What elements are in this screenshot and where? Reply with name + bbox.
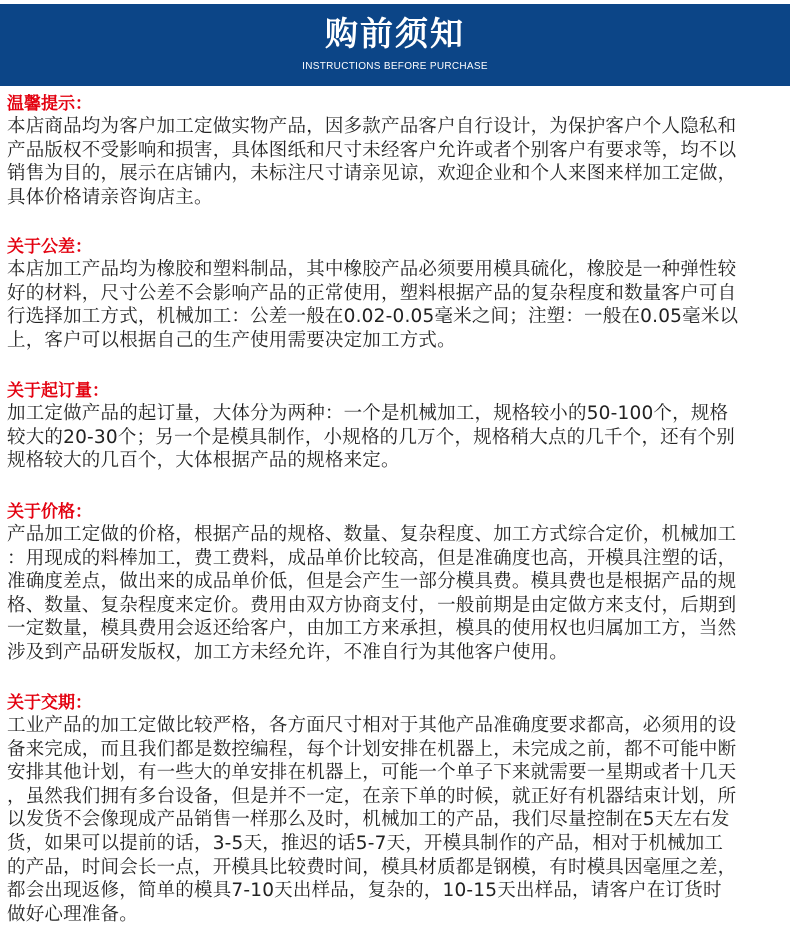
section-tips: [7, 93, 790, 209]
section-heading: 温馨提示：: [7, 94, 92, 114]
paragraph-line: 准确度差点，做出来的成品单价低，但是会产生一部分模具费。模具费也是根据产品的规: [7, 571, 737, 593]
paragraph-line: 较大的20-30个；另一个是模具制作，小规格的几万个，规格稍大点的几千个，还有个别: [7, 426, 735, 448]
paragraph-line: 备来完成，而且我们都是数控编程，每个计划安排在机器上，未完成之前，都不可能中断: [7, 738, 737, 760]
section-heading: 关于公差：: [7, 237, 92, 257]
header-banner: [0, 4, 790, 86]
section-minimum-order: [7, 380, 790, 473]
paragraph-line: 都会出现返修，简单的模具7-10天出样品，复杂的，10-15天出样品，请客户在订货时: [7, 880, 722, 902]
paragraph-line: 销售为目的，展示在店铺内，未标注尺寸请亲见谅，欢迎企业和个人来图来样加工定做，: [7, 163, 737, 185]
section-heading: 关于起订量：: [7, 381, 109, 401]
paragraph-line: 加工定做产品的起订量，大体分为两种：一个是机械加工，规格较小的50-100个，规格: [7, 403, 729, 424]
paragraph-line: 格、数量、复杂程度来定价。费用由双方协商支付，一般前期是由定做方来支付，后期到: [7, 594, 737, 616]
paragraph-line: ：用现成的料棒加工，费工费料，成品单价比较高，但是准确度也高，开模具注塑的话，: [7, 547, 737, 569]
paragraph-line: 产品加工定做的价格，根据产品的规格、数量、复杂程度、加工方式综合定价，机械加工: [7, 524, 737, 545]
paragraph-line: 好的材料，尺寸公差不会影响产品的正常使用，塑料根据产品的复杂程度和数量客户可自: [7, 282, 737, 304]
paragraph-line: 做好心理准备。: [7, 903, 138, 925]
paragraph-line: 的产品，时间会长一点，开模具比较费时间，模具材质都是钢模，有时模具因毫厘之差，: [7, 856, 737, 878]
paragraph-line: 规格较大的几百个，大体根据产品的规格来定。: [7, 450, 400, 472]
paragraph-line: 产品版权不受影响和损害，具体图纸和尺寸未经客户允许或者个别客户有要求等，均不以: [7, 139, 737, 161]
paragraph-line: 行选择加工方式，机械加工：公差一般在0.02-0.05毫米之间；注塑：一般在0.05毫米以: [7, 306, 739, 328]
paragraph-line: 货，如果可以提前的话，3-5天，推迟的话5-7天，开模具制作的产品，相对于机械加工: [7, 832, 724, 854]
section-tolerance: [7, 236, 790, 352]
section-delivery: [7, 692, 790, 926]
section-heading: 关于交期：: [7, 693, 92, 713]
paragraph-line: 本店商品均为客户加工定做实物产品，因多款产品客户自行设计，为保护客户个人隐私和: [7, 116, 737, 137]
paragraph-line: 一定数量，模具费用会返还给客户，由加工方来承担，模具的使用权也归属加工方，当然: [7, 618, 737, 640]
section-heading: 关于价格：: [7, 502, 92, 522]
page-subtitle: INSTRUCTIONS BEFORE PURCHASE: [302, 61, 488, 72]
paragraph-line: 安排其他计划，有一些大的单安排在机器上，可能一个单子下来就需要一星期或者十几天: [7, 762, 737, 784]
paragraph-line: 具体价格请亲咨询店主。: [7, 186, 213, 208]
paragraph-line: 涉及到产品研发版权，加工方未经允许，不准自行为其他客户使用。: [7, 641, 569, 663]
page-title: 购前须知: [325, 14, 465, 53]
paragraph-line: 上，客户可以根据自己的生产使用需要决定加工方式。: [7, 329, 456, 351]
paragraph-line: 工业产品的加工定做比较严格，各方面尺寸相对于其他产品准确度要求都高，必须用的设: [7, 715, 737, 736]
section-price: [7, 501, 790, 665]
paragraph-line: 本店加工产品均为橡胶和塑料制品，其中橡胶产品必须要用模具硫化，橡胶是一种弹性较: [7, 259, 737, 280]
paragraph-line: 以发货不会像现成产品销售一样那么及时，机械加工的产品，我们尽量控制在5天左右发: [7, 809, 730, 831]
paragraph-line: ，虽然我们拥有多台设备，但是并不一定，在亲下单的时候，就正好有机器结束计划，所: [7, 785, 737, 807]
